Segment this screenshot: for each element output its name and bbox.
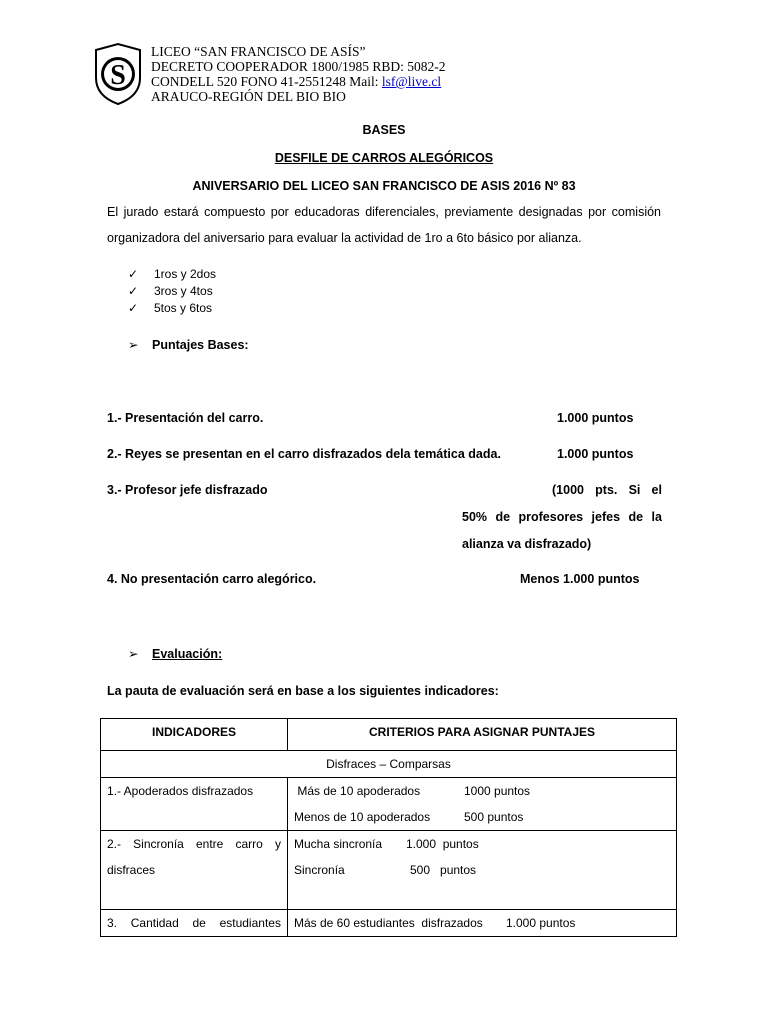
criteria-line bbox=[294, 910, 670, 936]
points-word: Si bbox=[628, 483, 641, 497]
criteria-points: 1000 puntos bbox=[464, 784, 531, 798]
checkmark-icon: ✓ bbox=[128, 284, 139, 298]
school-decree: DECRETO COOPERADOR 1800/1985 RBD: 5082-2 bbox=[151, 59, 446, 74]
criteria-cell bbox=[288, 910, 677, 937]
level-label: 5tos y 6tos bbox=[154, 301, 213, 315]
arrow-bullet-icon: ➢ bbox=[128, 338, 139, 352]
level-item bbox=[128, 267, 216, 281]
points-word: pts. bbox=[595, 483, 618, 497]
school-region: ARAUCO-REGIÓN DEL BIO BIO bbox=[151, 89, 346, 104]
puntajes-heading bbox=[128, 337, 249, 352]
desfile-title bbox=[0, 151, 768, 165]
school-name: LICEO “SAN FRANCISCO DE ASÍS” bbox=[151, 44, 366, 59]
level-item bbox=[128, 284, 213, 298]
evaluacion-intro: La pauta de evaluación será en base a los siguientes indicadores: bbox=[107, 684, 499, 698]
score-item-points: 1.000 puntos bbox=[557, 447, 634, 461]
points-word: el bbox=[651, 483, 662, 497]
table-section-row bbox=[101, 751, 677, 778]
indicator-cell bbox=[101, 831, 288, 910]
table-row bbox=[101, 831, 677, 910]
table-row bbox=[101, 778, 677, 831]
criteria-text: Mucha sincronía bbox=[294, 837, 383, 851]
indicator-cell bbox=[101, 778, 288, 831]
arrow-bullet-icon: ➢ bbox=[128, 647, 139, 661]
indicator-text: disfraces bbox=[107, 863, 156, 877]
address-text: CONDELL 520 FONO 41-2551248 Mail: bbox=[151, 74, 382, 89]
criteria-text: Menos de 10 apoderados bbox=[294, 810, 431, 824]
checkmark-icon: ✓ bbox=[128, 267, 139, 281]
school-logo bbox=[92, 42, 144, 106]
evaluation-table bbox=[100, 718, 677, 937]
table-header-cell: INDICADORES bbox=[101, 719, 288, 751]
criteria-points: 500 puntos bbox=[464, 810, 524, 824]
score-item-points: alianza va disfrazado) bbox=[462, 537, 592, 551]
criteria-line bbox=[294, 831, 670, 857]
score-item-points bbox=[552, 483, 662, 497]
intro-line-1: El jurado estará compuesto por educadoras diferenciales, previamente designadas por comisión bbox=[107, 205, 661, 219]
indicator-line bbox=[107, 910, 281, 936]
points-word: 50% bbox=[462, 510, 488, 524]
table-row bbox=[101, 910, 677, 937]
level-label: 1ros y 2dos bbox=[154, 267, 217, 281]
indicator-word: carro bbox=[235, 837, 263, 851]
points-word: jefes bbox=[591, 510, 621, 524]
criteria-line bbox=[294, 857, 670, 883]
table-section-label: Disfraces – Comparsas bbox=[101, 751, 677, 778]
puntajes-heading-text: Puntajes Bases: bbox=[152, 338, 249, 352]
school-address bbox=[151, 74, 441, 90]
level-item bbox=[128, 301, 212, 315]
points-word: de bbox=[628, 510, 644, 524]
points-word: la bbox=[651, 510, 662, 524]
indicator-word: entre bbox=[196, 837, 224, 851]
indicator-word: 2.- bbox=[107, 837, 122, 851]
bases-title: BASES bbox=[362, 123, 406, 137]
indicator-word: estudiantes bbox=[219, 916, 281, 930]
desfile-title-text: DESFILE DE CARROS ALEGÓRICOS bbox=[274, 151, 494, 165]
criteria-text: Más de 10 apoderados bbox=[294, 784, 421, 798]
criteria-cell bbox=[288, 831, 677, 910]
aniversario-title: ANIVERSARIO DEL LICEO SAN FRANCISCO DE ASIS 2016 Nº 83 bbox=[192, 179, 576, 193]
score-item-label: 2.- Reyes se presentan en el carro disfrazados dela temática dada. bbox=[107, 447, 501, 461]
score-item-points: Menos 1.000 puntos bbox=[520, 572, 640, 586]
criteria-points: 500 puntos bbox=[410, 863, 477, 877]
criteria-text: Sincronía bbox=[294, 863, 345, 877]
points-word: (1000 bbox=[552, 483, 584, 497]
indicator-word: Sincronía bbox=[133, 837, 184, 851]
indicator-cell bbox=[101, 910, 288, 937]
checkmark-icon: ✓ bbox=[128, 301, 139, 315]
score-item-label: 3.- Profesor jefe disfrazado bbox=[107, 483, 268, 497]
score-item-label: 1.- Presentación del carro. bbox=[107, 411, 264, 425]
points-word: profesores bbox=[518, 510, 584, 524]
criteria-line bbox=[294, 804, 670, 830]
indicator-word: Cantidad bbox=[130, 916, 179, 930]
intro-line-2: organizadora del aniversario para evaluar la actividad de 1ro a 6to básico por alianza. bbox=[107, 231, 582, 245]
logo-letter: S bbox=[110, 60, 126, 91]
mail-link[interactable]: lsf@live.cl bbox=[381, 74, 442, 89]
criteria-cell bbox=[288, 778, 677, 831]
criteria-line bbox=[294, 778, 670, 804]
indicator-word: y bbox=[274, 837, 281, 851]
level-label: 3ros y 4tos bbox=[154, 284, 213, 298]
indicator-line bbox=[107, 831, 281, 857]
indicator-word: de bbox=[192, 916, 206, 930]
score-item-label: 4. No presentación carro alegórico. bbox=[107, 572, 317, 586]
table-header-row bbox=[101, 719, 677, 751]
indicator-text: 1.- Apoderados disfrazados bbox=[107, 784, 254, 798]
evaluacion-heading bbox=[128, 646, 222, 661]
criteria-points: 1.000 puntos bbox=[406, 837, 479, 851]
criteria-points: 1.000 puntos bbox=[506, 916, 576, 930]
score-item-points bbox=[462, 510, 662, 524]
criteria-text: Más de 60 estudiantes disfrazados bbox=[294, 916, 483, 930]
points-word: de bbox=[495, 510, 511, 524]
indicator-word: 3. bbox=[107, 916, 118, 930]
table-header-cell: CRITERIOS PARA ASIGNAR PUNTAJES bbox=[288, 719, 677, 751]
score-item-points: 1.000 puntos bbox=[557, 411, 634, 425]
evaluacion-heading-text: Evaluación: bbox=[152, 647, 223, 661]
